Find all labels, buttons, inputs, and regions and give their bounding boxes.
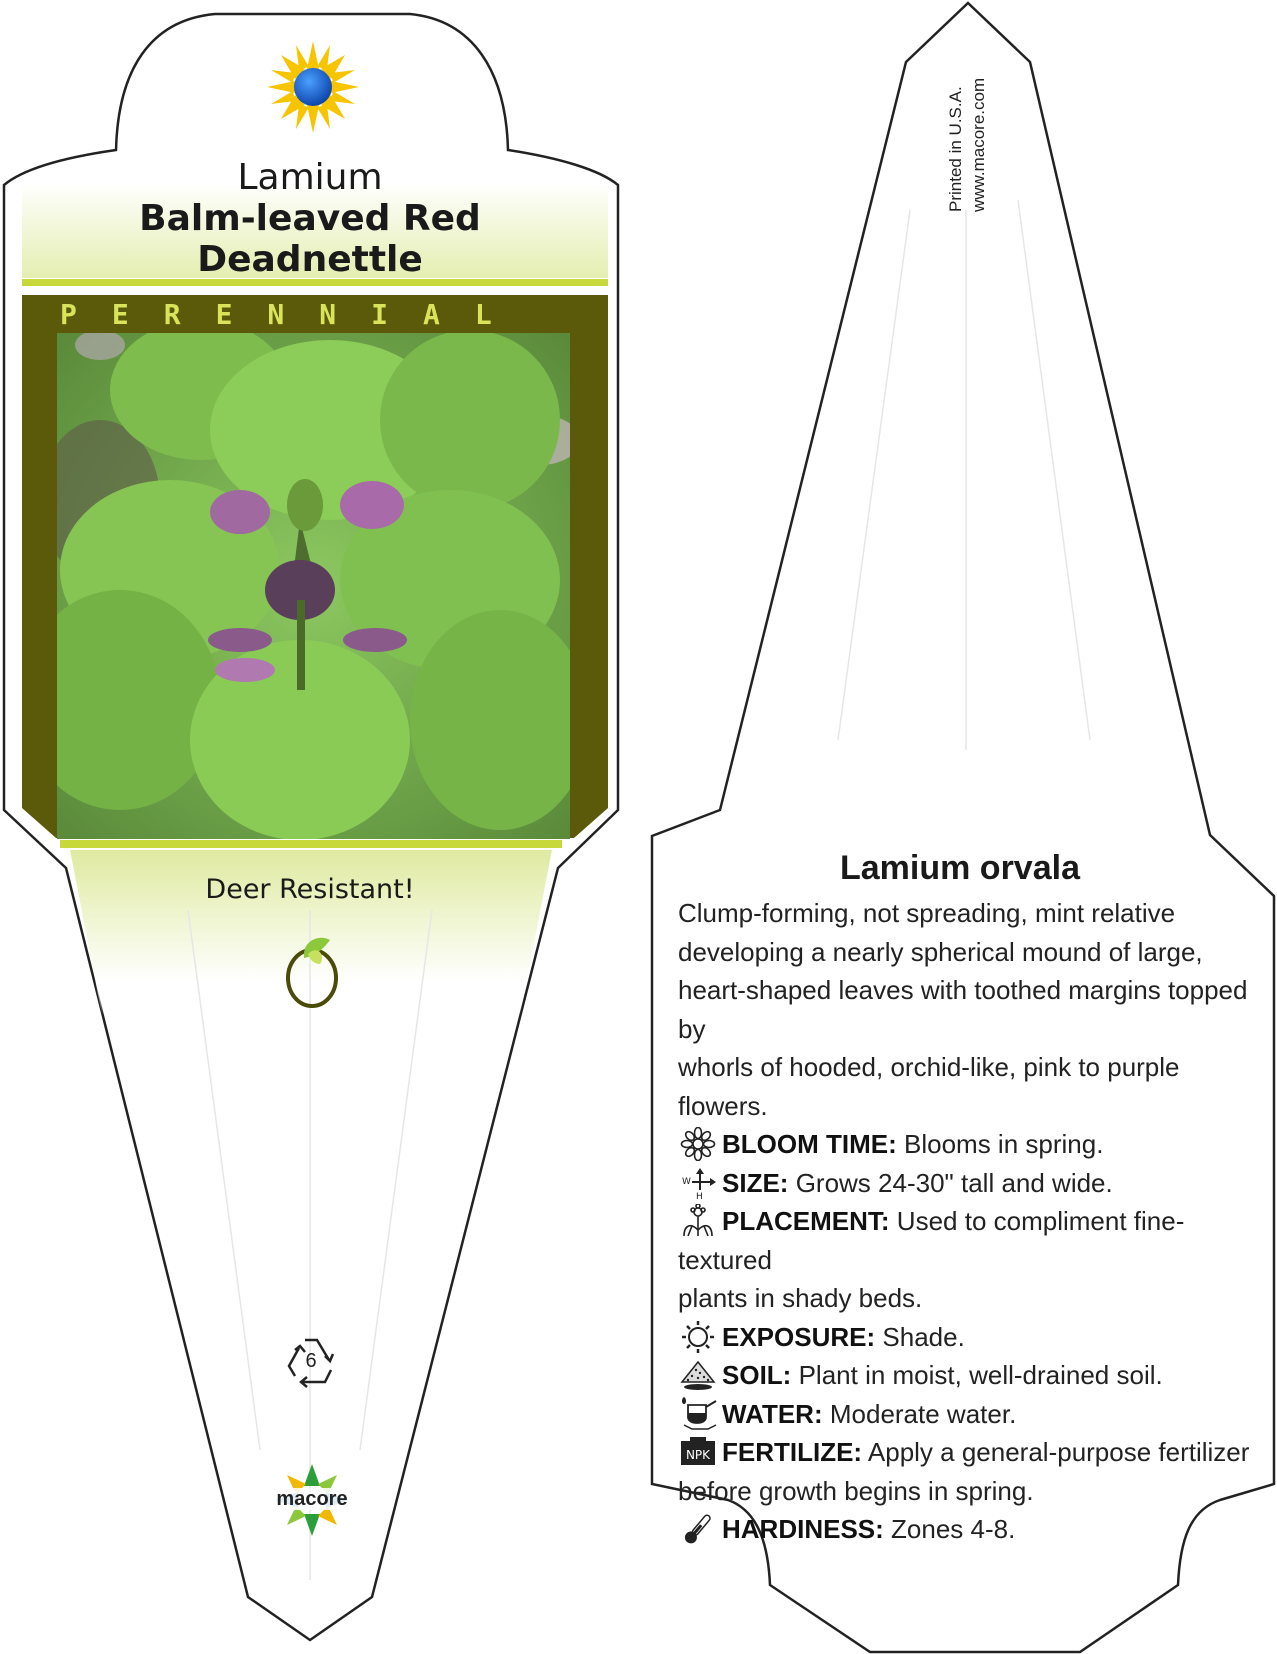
category-label: PERENNIAL xyxy=(60,298,527,331)
tagline: Deer Resistant! xyxy=(205,874,415,905)
attr-placement xyxy=(678,1202,1253,1318)
attr-value: Shade. xyxy=(882,1321,965,1352)
thermometer-icon xyxy=(678,1512,718,1546)
attr-exposure xyxy=(678,1318,1253,1357)
attr-label: WATER: xyxy=(722,1398,823,1429)
attr-value: Blooms in spring. xyxy=(904,1129,1104,1159)
attr-label: BLOOM TIME: xyxy=(722,1129,897,1159)
attr-hardiness xyxy=(678,1510,1253,1549)
common-name: Lamium xyxy=(237,157,383,198)
size-icon xyxy=(678,1166,718,1200)
attr-value: Used to compliment fine-textured xyxy=(678,1206,1185,1275)
attr-fertilize xyxy=(678,1433,1253,1510)
svg-text:W: W xyxy=(682,1176,691,1187)
description-line: whorls of hooded, orchid-like, pink to purple flowers. xyxy=(678,1052,1180,1121)
website: www.macore.com xyxy=(969,77,988,212)
attr-continuation: plants in shady beds. xyxy=(678,1283,923,1313)
npk-icon xyxy=(678,1435,718,1469)
attr-value: Plant in moist, well-drained soil. xyxy=(798,1360,1163,1390)
attr-bloom-time xyxy=(678,1125,1253,1164)
brand-name: macore xyxy=(276,1488,348,1510)
description-line: developing a nearly spherical mound of large, xyxy=(678,936,1203,967)
soil-icon xyxy=(678,1358,718,1392)
exposure-icon xyxy=(678,1320,718,1354)
footer-rule xyxy=(60,840,562,848)
attr-soil xyxy=(678,1356,1253,1395)
attr-value: Moderate water. xyxy=(829,1398,1017,1429)
care-info xyxy=(678,894,1253,1549)
cultivar-line-1: Balm-leaved Red xyxy=(139,198,481,239)
attr-water xyxy=(678,1395,1253,1434)
header-rule xyxy=(22,279,608,286)
cultivar-name xyxy=(90,198,530,280)
water-icon xyxy=(678,1397,718,1431)
attr-continuation: before growth begins in spring. xyxy=(678,1475,1034,1506)
attr-label: FERTILIZE: xyxy=(722,1437,863,1467)
cultivar-line-2: Deadnettle xyxy=(197,239,423,280)
attr-label: EXPOSURE: xyxy=(722,1321,876,1352)
attr-label: PLACEMENT: xyxy=(722,1206,890,1236)
attr-label: HARDINESS: xyxy=(722,1514,884,1544)
flower-icon xyxy=(678,1127,718,1161)
attr-value: Apply a general-purpose fertilizer xyxy=(867,1437,1250,1467)
attr-value: Grows 24-30" tall and wide. xyxy=(795,1167,1113,1198)
attr-label: SOIL: xyxy=(722,1360,792,1390)
attr-label: SIZE: xyxy=(722,1167,789,1198)
description xyxy=(678,894,1253,1125)
recycle-number: 6 xyxy=(305,1350,317,1372)
attr-size xyxy=(678,1164,1253,1203)
plant-photo xyxy=(20,320,590,840)
svg-text:NPK: NPK xyxy=(685,1448,711,1462)
printed-in: Printed in U.S.A. xyxy=(946,86,965,212)
attr-value: Zones 4-8. xyxy=(891,1514,1016,1544)
description-line: Clump-forming, not spreading, mint relative xyxy=(678,898,1176,928)
description-line: heart-shaped leaves with toothed margins topped by xyxy=(678,975,1248,1044)
placement-icon xyxy=(678,1204,718,1238)
species-name: Lamium orvala xyxy=(840,849,1080,887)
svg-text:H: H xyxy=(696,1191,703,1200)
